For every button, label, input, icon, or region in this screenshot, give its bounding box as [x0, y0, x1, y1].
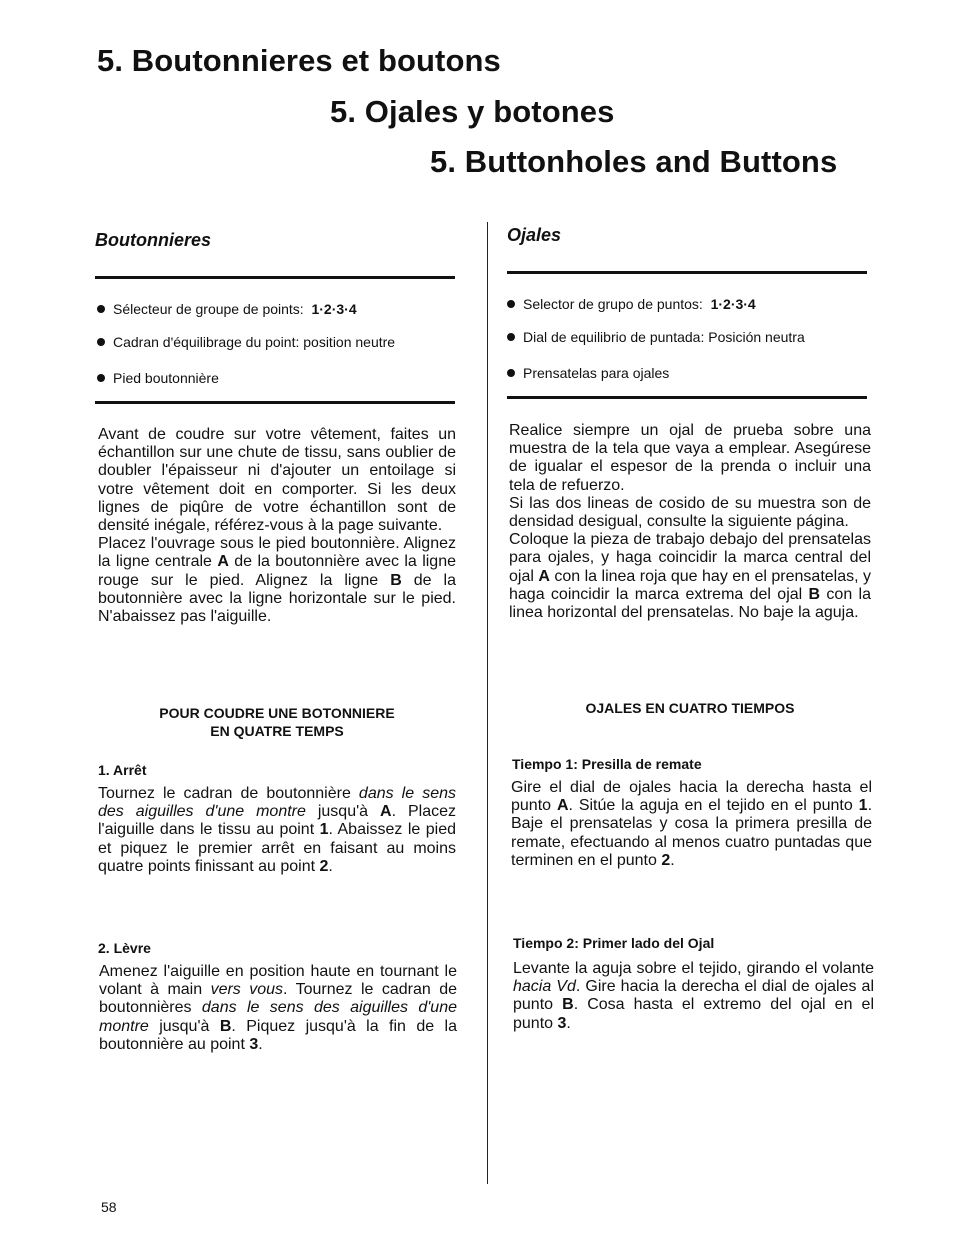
- column-divider: [487, 222, 488, 1184]
- title-spanish: 5. Ojales y botones: [330, 94, 615, 129]
- right-setting-1: Selector de grupo de puntos: 1·2·3·4: [507, 295, 756, 313]
- bullet-icon: [507, 300, 515, 308]
- bullet-icon: [97, 305, 105, 313]
- right-heading: Ojales: [507, 225, 562, 245]
- left-rule-top: [95, 276, 455, 279]
- left-section-heading: POUR COUDRE UNE BOTONNIERE EN QUATRE TEMPS: [159, 705, 395, 739]
- title-english: 5. Buttonholes and Buttons: [430, 144, 838, 179]
- right-step2-text: Levante la aguja sobre el tejido, girando el volante hacia Vd. Gire hacia la derecha el dial de ojales al punto B. Cosa hasta el extremo del ojal en el punto 3.: [513, 960, 875, 1032]
- right-step1-text: Gire el dial de ojales hacia la derecha hasta el punto A. Sitúe la aguja en el tejido en el punto 1. Baje el prensatelas y cosa la primera presilla de remate, efectuando al menos cuatro puntadas que terminen en el punto 2.: [511, 779, 873, 869]
- right-step2-title: Tiempo 2: Primer lado del Ojal: [513, 935, 715, 951]
- page-number: 58: [101, 1199, 117, 1215]
- right-intro: Realice siempre un ojal de prueba sobre una muestra de la tela que vaya a emplear. Asegúrese de igualar el espesor de la prenda o incluir una tela de refuerzo. Si las dos lineas de cosido de su muestra son de densidad desigual, consulte la siguiente página. Coloque la pieza de trabajo debajo del prensatelas para ojales, y haga coincidir la marca central del ojal A con la linea roja que hay en el prensatelas, y haga coincidir la marca extrema del ojal B con la linea horizontal del prensatelas. No baje la aguja.: [509, 422, 872, 622]
- right-rule-top: [507, 271, 867, 274]
- bullet-icon: [507, 369, 515, 377]
- left-intro: Avant de coudre sur votre vêtement, faites un échantillon sur une chute de tissu, sans oublier de doubler l'épaisseur ni d'ajouter un entoilage si votre vêtement doit en comporter. Si les deux lignes de piqûre de votre échantillon sont de densité inégale, référez-vous à la page suivante. Placez l'ouvrage sous le pied boutonnière. Alignez la ligne centrale A de la boutonnière avec la ligne rouge sur le pied. Alignez la ligne B de la boutonnière avec la ligne horizontale sur le pied. N'abaissez pas l'aiguille.: [98, 426, 457, 626]
- left-step1-text: Tournez le cadran de boutonnière dans le sens des aiguilles d'une montre jusqu'à A. Placez l'aiguille dans le tissu au point 1. Abaissez le pied et piquez le premier arrêt en faisant au moins quatre points finissant au point 2.: [98, 785, 456, 875]
- left-rule-bottom: [95, 401, 455, 404]
- right-step1-title: Tiempo 1: Presilla de remate: [512, 756, 702, 772]
- left-setting-3: Pied boutonnière: [97, 369, 219, 387]
- right-setting-2: Dial de equilibrio de puntada: Posición neutra: [507, 328, 805, 346]
- bullet-icon: [507, 333, 515, 341]
- right-setting-3: Prensatelas para ojales: [507, 364, 669, 382]
- bullet-icon: [97, 338, 105, 346]
- left-heading: Boutonnieres: [95, 230, 212, 250]
- bullet-icon: [97, 374, 105, 382]
- left-step1-title: 1. Arrêt: [98, 762, 147, 778]
- left-setting-2: Cadran d'équilibrage du point: position neutre: [97, 333, 395, 351]
- title-french: 5. Boutonnieres et boutons: [97, 43, 501, 78]
- right-section-heading: OJALES EN CUATRO TIEMPOS: [585, 700, 795, 716]
- right-rule-bottom: [507, 396, 867, 399]
- left-step2-title: 2. Lèvre: [98, 940, 151, 956]
- left-step2-text: Amenez l'aiguille en position haute en tournant le volant à main vers vous. Tournez le cadran de boutonnières dans le sens des aiguilles d'une montre jusqu'à B. Piquez jusqu'à la fin de la boutonnière au point 3.: [99, 963, 458, 1053]
- left-setting-1: Sélecteur de groupe de points: 1·2·3·4: [97, 300, 357, 318]
